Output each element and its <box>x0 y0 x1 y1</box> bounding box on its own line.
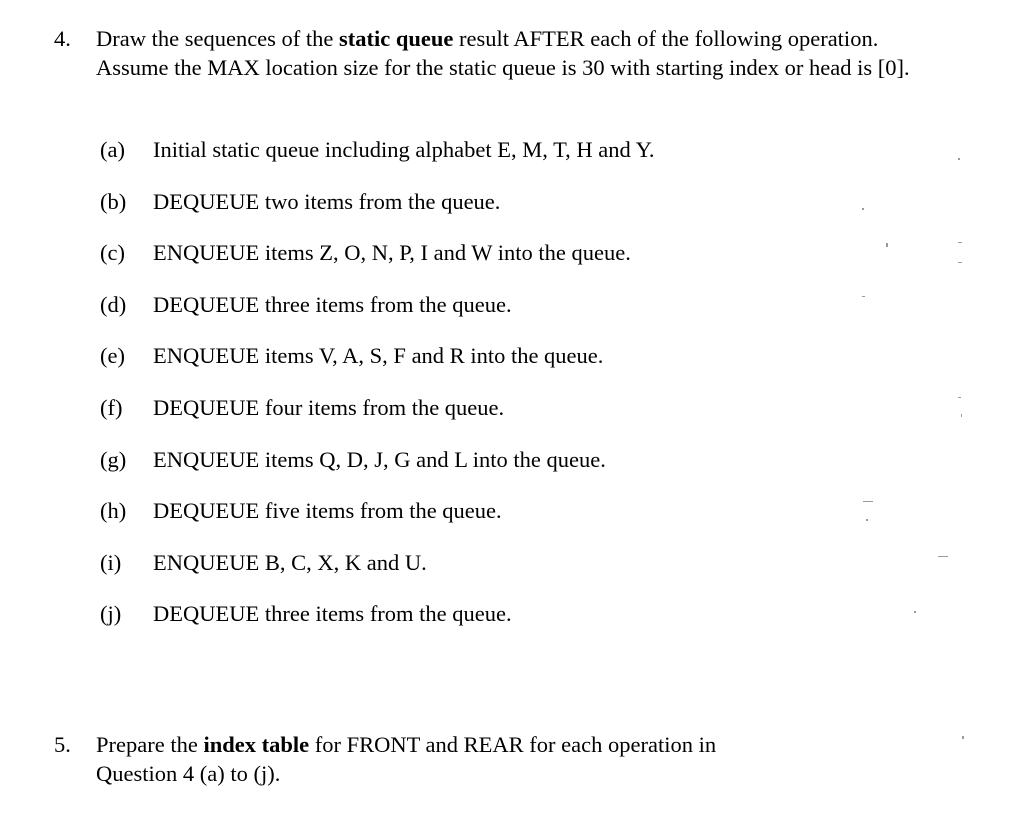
operation-label: (c) <box>100 240 125 266</box>
operation-label: (a) <box>100 137 125 162</box>
question-4-line-1-pre: Draw the sequences of the <box>96 26 340 51</box>
operation-item <box>100 238 800 290</box>
operation-label: (d) <box>100 291 127 317</box>
operation-item <box>100 445 800 497</box>
operation-label: (b) <box>100 188 127 214</box>
operation-item <box>100 135 800 187</box>
question-5-bold-term: index table <box>203 732 310 757</box>
operation-text: DEQUEUE two items from the queue. <box>153 188 501 214</box>
operation-text: DEQUEUE three items from the queue. <box>153 291 512 317</box>
question-4-line-1-post: result AFTER each of the following operation. <box>453 26 879 51</box>
question-4-text <box>96 24 984 82</box>
question-5 <box>54 730 984 788</box>
operation-label: (j) <box>100 601 122 627</box>
question-5-line-2: Question 4 (a) to (j). <box>96 761 281 786</box>
operation-text: ENQUEUE items Q, D, J, G and L into the queue. <box>153 446 606 472</box>
scan-speck <box>863 501 873 502</box>
operation-item <box>100 187 800 239</box>
operation-text: DEQUEUE five items from the queue. <box>153 498 502 524</box>
operation-text: ENQUEUE items V, A, S, F and R into the queue. <box>153 343 604 369</box>
operation-text: Initial static queue including alphabet E, M, T, H and Y. <box>153 137 655 162</box>
scan-speck <box>866 519 868 521</box>
question-5-line-1 <box>96 730 984 759</box>
operation-item <box>100 290 800 342</box>
scan-speck <box>862 208 864 210</box>
operation-item <box>100 548 800 600</box>
question-5-number: 5. <box>54 732 71 757</box>
question-5-line-1-post: for FRONT and REAR for each operation in <box>309 732 717 757</box>
scan-speck <box>886 243 888 247</box>
question-4 <box>54 24 984 82</box>
scan-speck <box>961 414 962 417</box>
operation-item <box>100 393 800 445</box>
operation-item <box>100 496 800 548</box>
scan-speck <box>962 736 964 739</box>
scan-speck <box>862 296 865 297</box>
question-4-line-2: Assume the MAX location size for the static queue is 30 with starting index or head is [0]. <box>96 55 910 80</box>
question-5-line-1-pre: Prepare the <box>96 732 204 757</box>
operation-label: (e) <box>100 343 125 369</box>
question-4-number: 4. <box>54 26 71 51</box>
operation-label: (g) <box>100 446 127 472</box>
scan-speck <box>958 158 960 160</box>
operation-label: (i) <box>100 549 122 575</box>
scan-speck <box>958 397 961 398</box>
operations-list <box>100 135 800 651</box>
operation-text: ENQUEUE items Z, O, N, P, I and W into the queue. <box>153 240 631 266</box>
question-4-bold-term: static queue <box>339 26 454 51</box>
scan-speck <box>958 242 962 243</box>
scan-speck <box>938 556 948 557</box>
question-5-text <box>96 730 984 788</box>
operation-item <box>100 341 800 393</box>
operation-text: DEQUEUE three items from the queue. <box>153 601 512 627</box>
operation-text: ENQUEUE B, C, X, K and U. <box>153 549 427 575</box>
operation-text: DEQUEUE four items from the queue. <box>153 394 505 420</box>
question-4-line-1 <box>96 24 984 53</box>
operation-label: (f) <box>100 394 123 420</box>
scan-speck <box>958 262 962 263</box>
operation-label: (h) <box>100 498 127 524</box>
operation-item <box>100 599 800 651</box>
scan-speck <box>914 611 916 613</box>
